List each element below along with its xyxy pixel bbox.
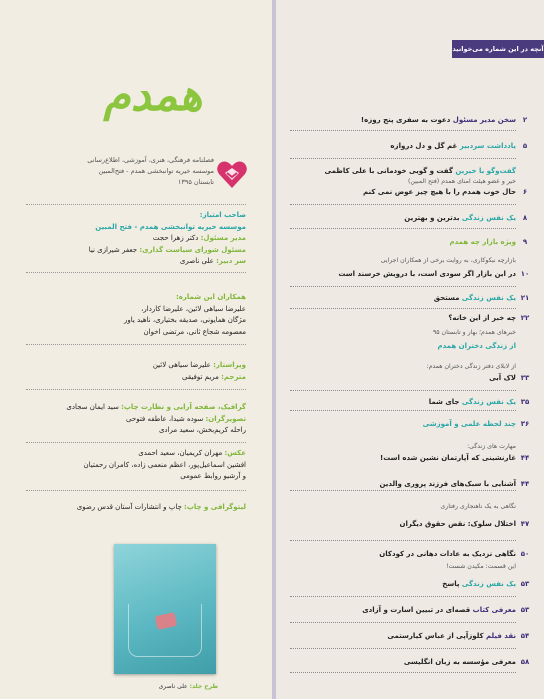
toc-page-number: ۶	[522, 188, 528, 196]
issue-date: تابستان ۱۳۹۵	[177, 178, 214, 186]
toc-item[interactable]	[290, 518, 530, 530]
divider	[26, 389, 246, 390]
toc-page-number: ۴۴	[520, 480, 530, 488]
toc-section-label: یک نفس زندگی	[459, 294, 516, 302]
toc-page-number: ۳۵	[520, 398, 530, 406]
toc-divider	[290, 130, 516, 131]
publisher-owner: موسسه خیریه توانبخشی همدم - فتح المبین	[95, 222, 246, 231]
heart-logo-icon	[215, 158, 249, 192]
illustrators-label: تصویرگران:	[205, 414, 246, 423]
toc-item[interactable]	[290, 140, 528, 152]
toc-title: در این بازار اگر سودی است، با درویش خرسند است	[338, 270, 516, 278]
divider	[26, 204, 246, 205]
toc-page-number: ۲۱	[520, 294, 530, 302]
toc-note: مهارت های زندگی:	[467, 443, 516, 450]
toc-item[interactable]	[290, 440, 516, 452]
toc-section-label: یک نفس زندگی	[459, 214, 516, 222]
toc-item[interactable]	[290, 340, 516, 352]
photo-label: عکس:	[224, 449, 246, 457]
contributors-heading: همکاران این شماره:	[175, 293, 246, 301]
print-value: چاپ و انتشارات آستان قدس رضوی	[76, 503, 182, 511]
toc-title: بدترین و بهترین	[404, 214, 460, 222]
toc-title: معرفی مؤسسه به زبان انگلیسی	[403, 658, 516, 666]
graphics-section	[26, 402, 246, 437]
toc-divider	[290, 672, 516, 673]
editor-label: سر دبیر:	[216, 257, 246, 265]
toc-section-label: از زندگی دختران همدم	[437, 342, 516, 350]
toc-page-number: ۱۰	[520, 270, 530, 278]
toc-note: از لابلای دفتر زندگی دختران همدم:	[426, 363, 516, 370]
toc-note: نگاهی به یک ناهنجاری رفتاری	[440, 503, 516, 510]
toc-divider	[290, 540, 516, 541]
photo-section	[26, 448, 246, 483]
toc-item[interactable]	[290, 236, 528, 248]
toc-item[interactable]	[290, 292, 530, 304]
toc-page-number: ۳۳	[520, 374, 530, 382]
illustrators-names: سوده شیدا، عاطفه فتوحی	[126, 414, 204, 423]
cover-thumbnail	[114, 544, 216, 674]
editing-section	[26, 360, 246, 383]
toc-page-number: ۵	[522, 142, 528, 150]
divider	[26, 272, 246, 273]
toc-item[interactable]	[290, 268, 530, 280]
toc-note: بازارچه نیکوکاری، به روایت برخی از همکاران اجرایی	[380, 257, 516, 264]
toc-title: آشنایی با سبک‌های فرزند پروری والدین	[379, 480, 516, 488]
toc-item[interactable]	[290, 254, 516, 266]
toc-divider	[290, 390, 516, 391]
cover-credit	[116, 683, 218, 690]
toc-item[interactable]	[290, 114, 528, 126]
illustrators-line: راحله کریم‌بخش، سعید مرادی	[158, 426, 246, 434]
toc-page-number: ۳۶	[520, 420, 530, 428]
toc-title: غم گل و دل دروازه	[390, 142, 458, 150]
contributors-line: علیرضا سیاهی لائین، علیرضا کاردار،	[141, 304, 246, 313]
magazine-logo: همدم	[103, 70, 203, 121]
toc-divider	[290, 228, 516, 229]
council-label: مسئول شورای سیاست گذاری:	[139, 245, 246, 254]
toc-page-number: ۵۳	[520, 606, 530, 614]
divider	[26, 344, 246, 345]
photo-line: و آرشیو روابط عمومی	[180, 472, 246, 480]
toc-title: غارنشینی که آپارتمان نشین شده است!	[380, 454, 516, 462]
toc-title: پاسخ	[442, 580, 460, 588]
toc-title: چه خبر از این خانه؟	[448, 314, 516, 322]
toc-divider	[290, 410, 516, 411]
council-name: جعفر شیرازی نیا	[88, 245, 138, 254]
column-divider	[272, 0, 276, 699]
toc-section-label: یک نفس زندگی	[459, 398, 516, 406]
contributors-line: مژگان همایونی، صدیقه بختیاری، ناهید یاور	[123, 316, 246, 324]
toc-divider	[290, 622, 516, 623]
toc-item[interactable]	[290, 372, 530, 384]
toc-divider	[290, 490, 516, 491]
toc-page-number: ۵۴	[520, 632, 530, 640]
toc-divider	[290, 648, 516, 649]
toc-page-number: ۴۴	[520, 454, 530, 462]
toc-item[interactable]	[290, 604, 530, 616]
editor-name: علی ناصری	[179, 257, 214, 265]
toc-page-number: ۹	[522, 238, 528, 246]
toc-item[interactable]	[290, 312, 530, 324]
toc-item[interactable]	[290, 500, 516, 512]
toc-title: دعوت به سفری پنج روزه!	[360, 116, 451, 124]
cover-pocket-shape	[128, 604, 202, 657]
graphics-label: گرافیک، صفحه آرایی و نظارت چاپ:	[121, 403, 246, 411]
toc-item[interactable]	[290, 548, 530, 560]
translator-label: مترجم:	[221, 372, 246, 381]
toc-title: کلوزآپی از عباس کیارستمی	[387, 632, 484, 640]
toc-note: این قسمت: مکیدن شست!	[446, 563, 516, 570]
toc-section-label: نقد فیلم	[483, 632, 516, 640]
toc-item[interactable]	[290, 578, 530, 590]
toc-section-label: یک نفس زندگی	[459, 580, 516, 588]
toc-section-label: ویژه بازار چه همدم	[449, 238, 516, 246]
toc-title: نگاهی نزدیک به عادات دهانی در کودکان	[379, 550, 516, 558]
toc-item[interactable]	[290, 396, 530, 408]
toc-title: اختلال سلوک: نقض حقوق دیگران	[399, 520, 516, 528]
toc-item[interactable]	[290, 418, 530, 430]
toc-section-label: گفت‌وگو با خیرین	[452, 167, 516, 175]
toc-page-number: ۵۸	[520, 658, 530, 666]
toc-title: حال خوب همدم را با هیچ چیز عوض نمی کنم	[363, 188, 516, 196]
toc-section-label: چند لحظه علمی و آموزشی	[422, 420, 516, 428]
print-section	[26, 502, 246, 514]
toc-page-number: ۴۷	[520, 520, 530, 528]
print-label: لیتوگرافی و چاپ:	[184, 503, 246, 511]
toc-title: لاک آبی	[489, 374, 516, 382]
contributors-line: معصومه شجاع ثانی، مرتضی اخوان	[143, 327, 246, 336]
toc-divider	[290, 286, 516, 287]
toc-page-number: ۵۰	[520, 550, 530, 558]
magazine-subtitle	[34, 155, 214, 188]
toc-section-label: یادداشت سردبیر	[457, 142, 516, 150]
toc-title: گفت و گویی خودمانی با علی کاظمی	[324, 167, 453, 175]
toc-divider	[290, 308, 516, 309]
toc-section-label: معرفی کتاب	[470, 606, 516, 614]
manager-name: دکتر زهرا حجت	[152, 234, 199, 242]
toc-item[interactable]	[290, 212, 528, 224]
cover-credit-name: علی ناصری	[158, 683, 188, 690]
toc-item[interactable]	[290, 360, 516, 372]
toc-header: آنچه در این شماره می‌خوانید	[452, 40, 544, 58]
toc-section-label: سخن مدیر مسئول	[450, 116, 516, 124]
divider	[26, 490, 246, 491]
toc-title: جای شما	[428, 398, 460, 406]
toc-note: خبرهای همدم؛ بهار و تابستان ۹۵	[432, 329, 516, 336]
toc-item[interactable]	[290, 560, 516, 572]
toc-page-number: ۸	[522, 214, 528, 222]
manager-label: مدیر مسئول:	[200, 234, 246, 242]
toc-item[interactable]	[290, 165, 516, 185]
toc-divider	[290, 158, 516, 159]
toc-note: خیر و عضو هیئت امنای همدم (فتح المبین)	[407, 178, 516, 185]
divider	[26, 442, 246, 443]
contributors-section	[26, 292, 246, 338]
toc-divider	[290, 596, 516, 597]
photo-line: افشین اسماعیل‌پور، اعظم منعمی زاده، کامران رحمتیان	[83, 460, 246, 469]
toc-item[interactable]	[290, 452, 530, 464]
graphics-name: سید ایمان سجادی	[66, 403, 119, 411]
toc-item[interactable]	[290, 630, 530, 642]
cover-credit-label: طرح جلد:	[189, 683, 218, 690]
toc-page-number: ۲	[522, 116, 528, 124]
publisher-section	[26, 210, 246, 268]
toc-page-number: ۲۲	[520, 314, 530, 322]
toc-item[interactable]	[290, 326, 516, 338]
toc-divider	[290, 204, 516, 205]
toc-item[interactable]	[290, 478, 530, 490]
toc-item[interactable]	[290, 656, 530, 668]
toc-title: قصه‌ای در تبیین اسارت و آزادی	[362, 606, 471, 614]
subtitle-line: موسسه خیریه توانبخشی همدم - فتح‌المبین	[98, 167, 214, 175]
publisher-heading: صاحب امتیاز:	[199, 211, 246, 219]
translator-name: مریم توفیقی	[182, 372, 219, 381]
photo-line: مهران کریمیان، سعید احمدی	[138, 449, 223, 457]
toc-item[interactable]	[290, 186, 528, 198]
copyeditor-name: علیرضا سیاهی لائین	[152, 361, 211, 369]
copyeditor-label: ویراستار:	[213, 361, 246, 369]
toc-page-number: ۵۳	[520, 580, 530, 588]
toc-title: مستحق	[433, 294, 460, 302]
subtitle-line: فصلنامه فرهنگی، هنری، آموزشی، اطلاع‌رسانی	[87, 156, 214, 164]
